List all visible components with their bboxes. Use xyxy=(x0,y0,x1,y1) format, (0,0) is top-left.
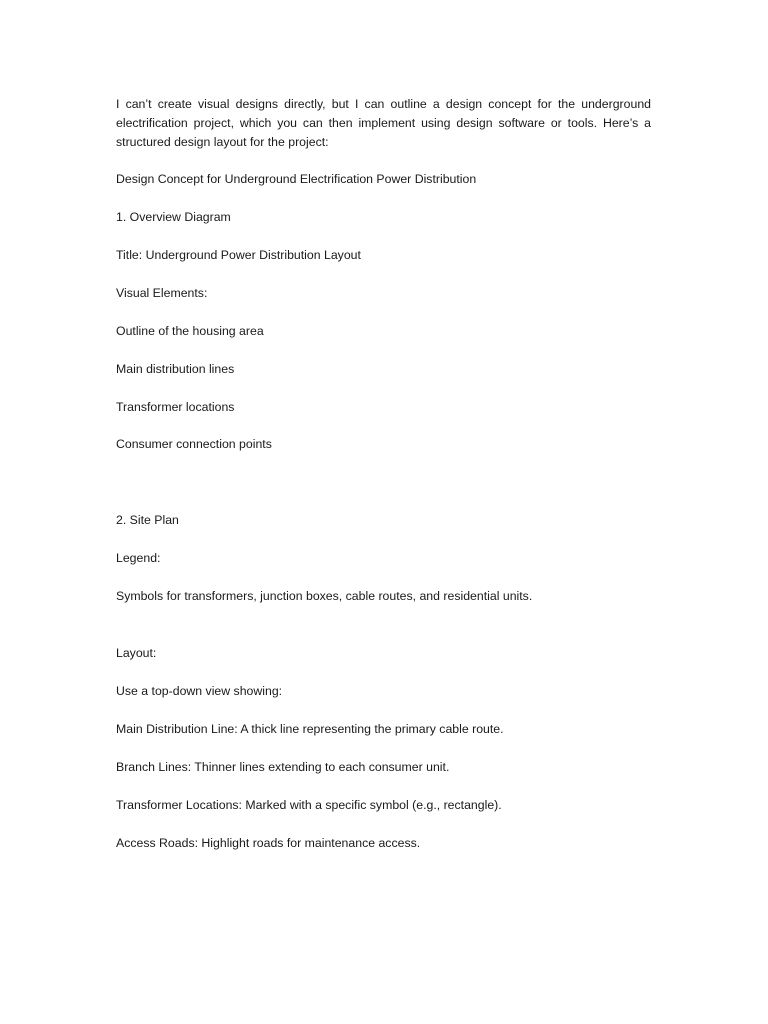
visual-elements-label: Visual Elements: xyxy=(116,286,208,300)
legend-label: Legend: xyxy=(116,551,161,565)
overview-list-item: Consumer connection points xyxy=(116,437,272,451)
site-plan-list-item: Transformer Locations: Marked with a specific symbol (e.g., rectangle). xyxy=(116,798,502,812)
section-heading-overview: 1. Overview Diagram xyxy=(116,210,231,224)
overview-list-item: Transformer locations xyxy=(116,400,235,414)
overview-list-item: Main distribution lines xyxy=(116,362,235,376)
section-heading-site-plan: 2. Site Plan xyxy=(116,513,179,527)
layout-label: Layout: xyxy=(116,646,157,660)
site-plan-list-item: Access Roads: Highlight roads for maintenance access. xyxy=(116,836,421,850)
legend-text: Symbols for transformers, junction boxes, cable routes, and residential units. xyxy=(116,589,533,603)
overview-list-item: Outline of the housing area xyxy=(116,324,264,338)
layout-intro: Use a top-down view showing: xyxy=(116,684,283,698)
document-title: Design Concept for Underground Electrification Power Distribution xyxy=(116,172,477,186)
site-plan-list-item: Main Distribution Line: A thick line representing the primary cable route. xyxy=(116,722,504,736)
intro-paragraph: I can’t create visual designs directly, but I can outline a design concept for the underground electrification project, which you can then implement using design software or tools. Here’s a structured design layout for the project: xyxy=(116,97,651,149)
site-plan-list-item: Branch Lines: Thinner lines extending to each consumer unit. xyxy=(116,760,450,774)
overview-title-line: Title: Underground Power Distribution Layout xyxy=(116,248,361,262)
